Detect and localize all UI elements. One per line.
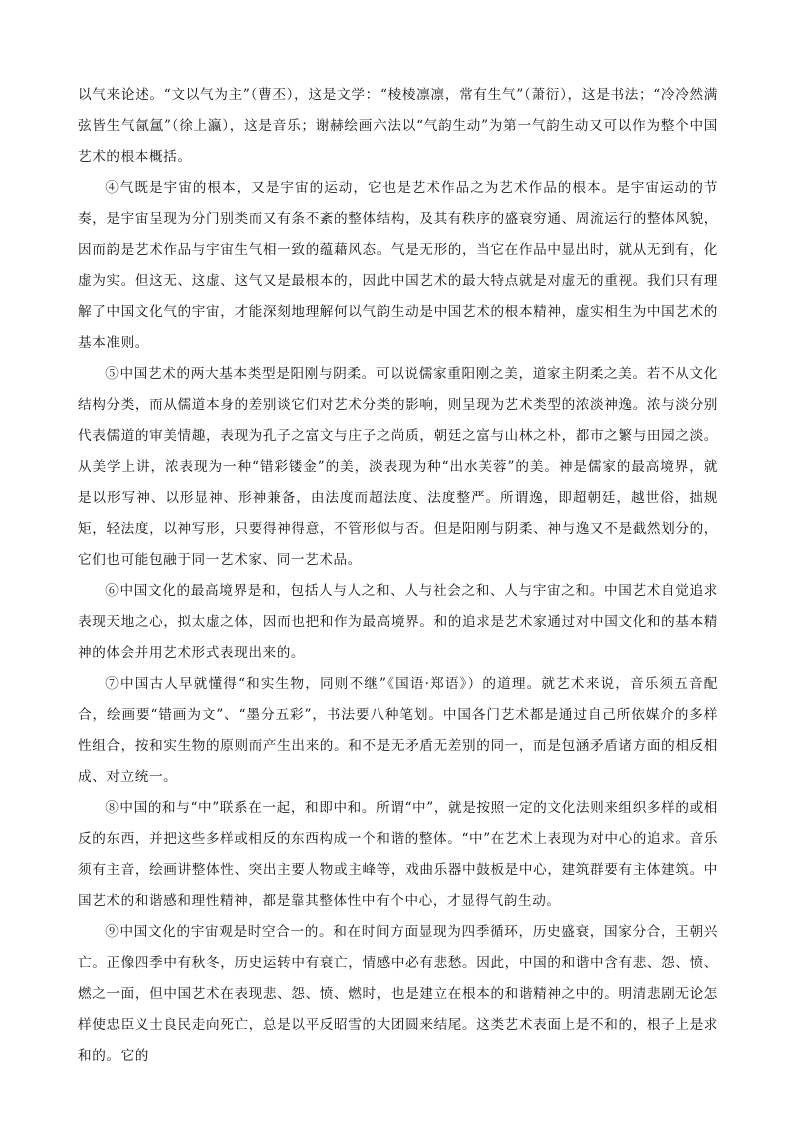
paragraph-7: ⑦中国古人早就懂得“和实生物，同则不继”《国语·郑语》）的道理。就艺术来说，音乐须五音配合，绘画要“错画为文”、“墨分五彩”，书法要八种笔划。中国各门艺术都是通过自己所依媒介的多样性组合，按和实生物的原则而产生出来的。和不是无矛盾无差别的同一，而是包涵矛盾诸方面的相反相成、对立统一。 (78, 676, 718, 785)
paragraph-continuation: 以气来论述。“文以气为主”（曹丕），这是文学：“棱棱凛凛，常有生气”（萧衍），这是书法；“冷冷然满弦皆生气氤氲”（徐上瀛），这是音乐；谢赫绘画六法以“气韵生动”为第一气韵生动又可以作为整个中国艺术的根本概括。 (78, 87, 718, 165)
paragraph-8: ⑧中国的和与“中”联系在一起，和即中和。所谓“中”，就是按照一定的文化法则来组织多样的或相反的东西，并把这些多样或相反的东西构成一个和谐的整体。“中”在艺术上表现为对中心的追求。音乐须有主音，绘画讲整体性、突出主要人物或主峰等，戏曲乐器中鼓板是中心，建筑群要有主体建筑。中国艺术的和谐感和理性精神，都是靠其整体性中有个中心，才显得气韵生动。 (78, 800, 718, 909)
paragraph-6: ⑥中国文化的最高境界是和，包括人与人之和、人与社会之和、人与宇宙之和。中国艺术自觉追求表现天地之心，拟太虚之体，因而也把和作为最高境界。和的追求是艺术家通过对中国文化和的基本精神的体会并用艺术形式表现出来的。 (78, 583, 718, 661)
document-page (78, 80, 718, 1072)
paragraph-9: ⑨中国文化的宇宙观是时空合一的。和在时间方面显现为四季循环，历史盛衰，国家分合，王朝兴亡。正像四季中有秋冬，历史运转中有衰亡，情感中必有悲愁。因此，中国的和谐中含有悲、怨、愤、燃之一面，但中国艺术在表现悲、怨、愤、燃时，也是建立在根本的和谐精神之中的。明清悲剧无论怎样使忠臣义士良民走向死亡，总是以平反昭雪的大团圆来结尾。这类艺术表面上是不和的，根子上是求和的。它的 (78, 924, 718, 1064)
paragraph-5: ⑤中国艺术的两大基本类型是阳刚与阴柔。可以说儒家重阳刚之美，道家主阴柔之美。若不从文化结构分类，而从儒道本身的差别谈它们对艺术分类的影响，则呈现为艺术类型的浓淡神逸。浓与淡分别代表儒道的审美情趣，表现为孔子之富文与庄子之尚质，朝廷之富与山林之朴，都市之繁与田园之淡。从美学上讲，浓表现为一种“错彩镂金”的美，淡表现为种“出水芙蓉”的美。神是儒家的最高境界，就是以形写神、以形显神、形神兼备，由法度而超法度、法度整严。所谓逸，即超朝廷，越世俗，拙规矩，轻法度，以神写形，只要得神得意，不管形似与否。但是阳刚与阴柔、神与逸又不是截然划分的，它们也可能包融于同一艺术家、同一艺术品。 (78, 366, 718, 568)
paragraph-4: ④气既是宇宙的根本，又是宇宙的运动，它也是艺术作品之为艺术作品的根本。是宇宙运动的节奏，是宇宙呈现为分门别类而又有条不紊的整体结构，及其有秩序的盛衰穷通、周流运行的整体风貌，因而韵是艺术作品与宇宙生气相一致的蕴藉风态。气是无形的，当它在作品中显出时，就从无到有，化虚为实。但这无、这虚、这气又是最根本的，因此中国艺术的最大特点就是对虚无的重视。我们只有理解了中国文化气的宇宙，才能深刻地理解何以气韵生动是中国艺术的根本精神，虚实相生为中国艺术的基本准则。 (78, 180, 718, 351)
